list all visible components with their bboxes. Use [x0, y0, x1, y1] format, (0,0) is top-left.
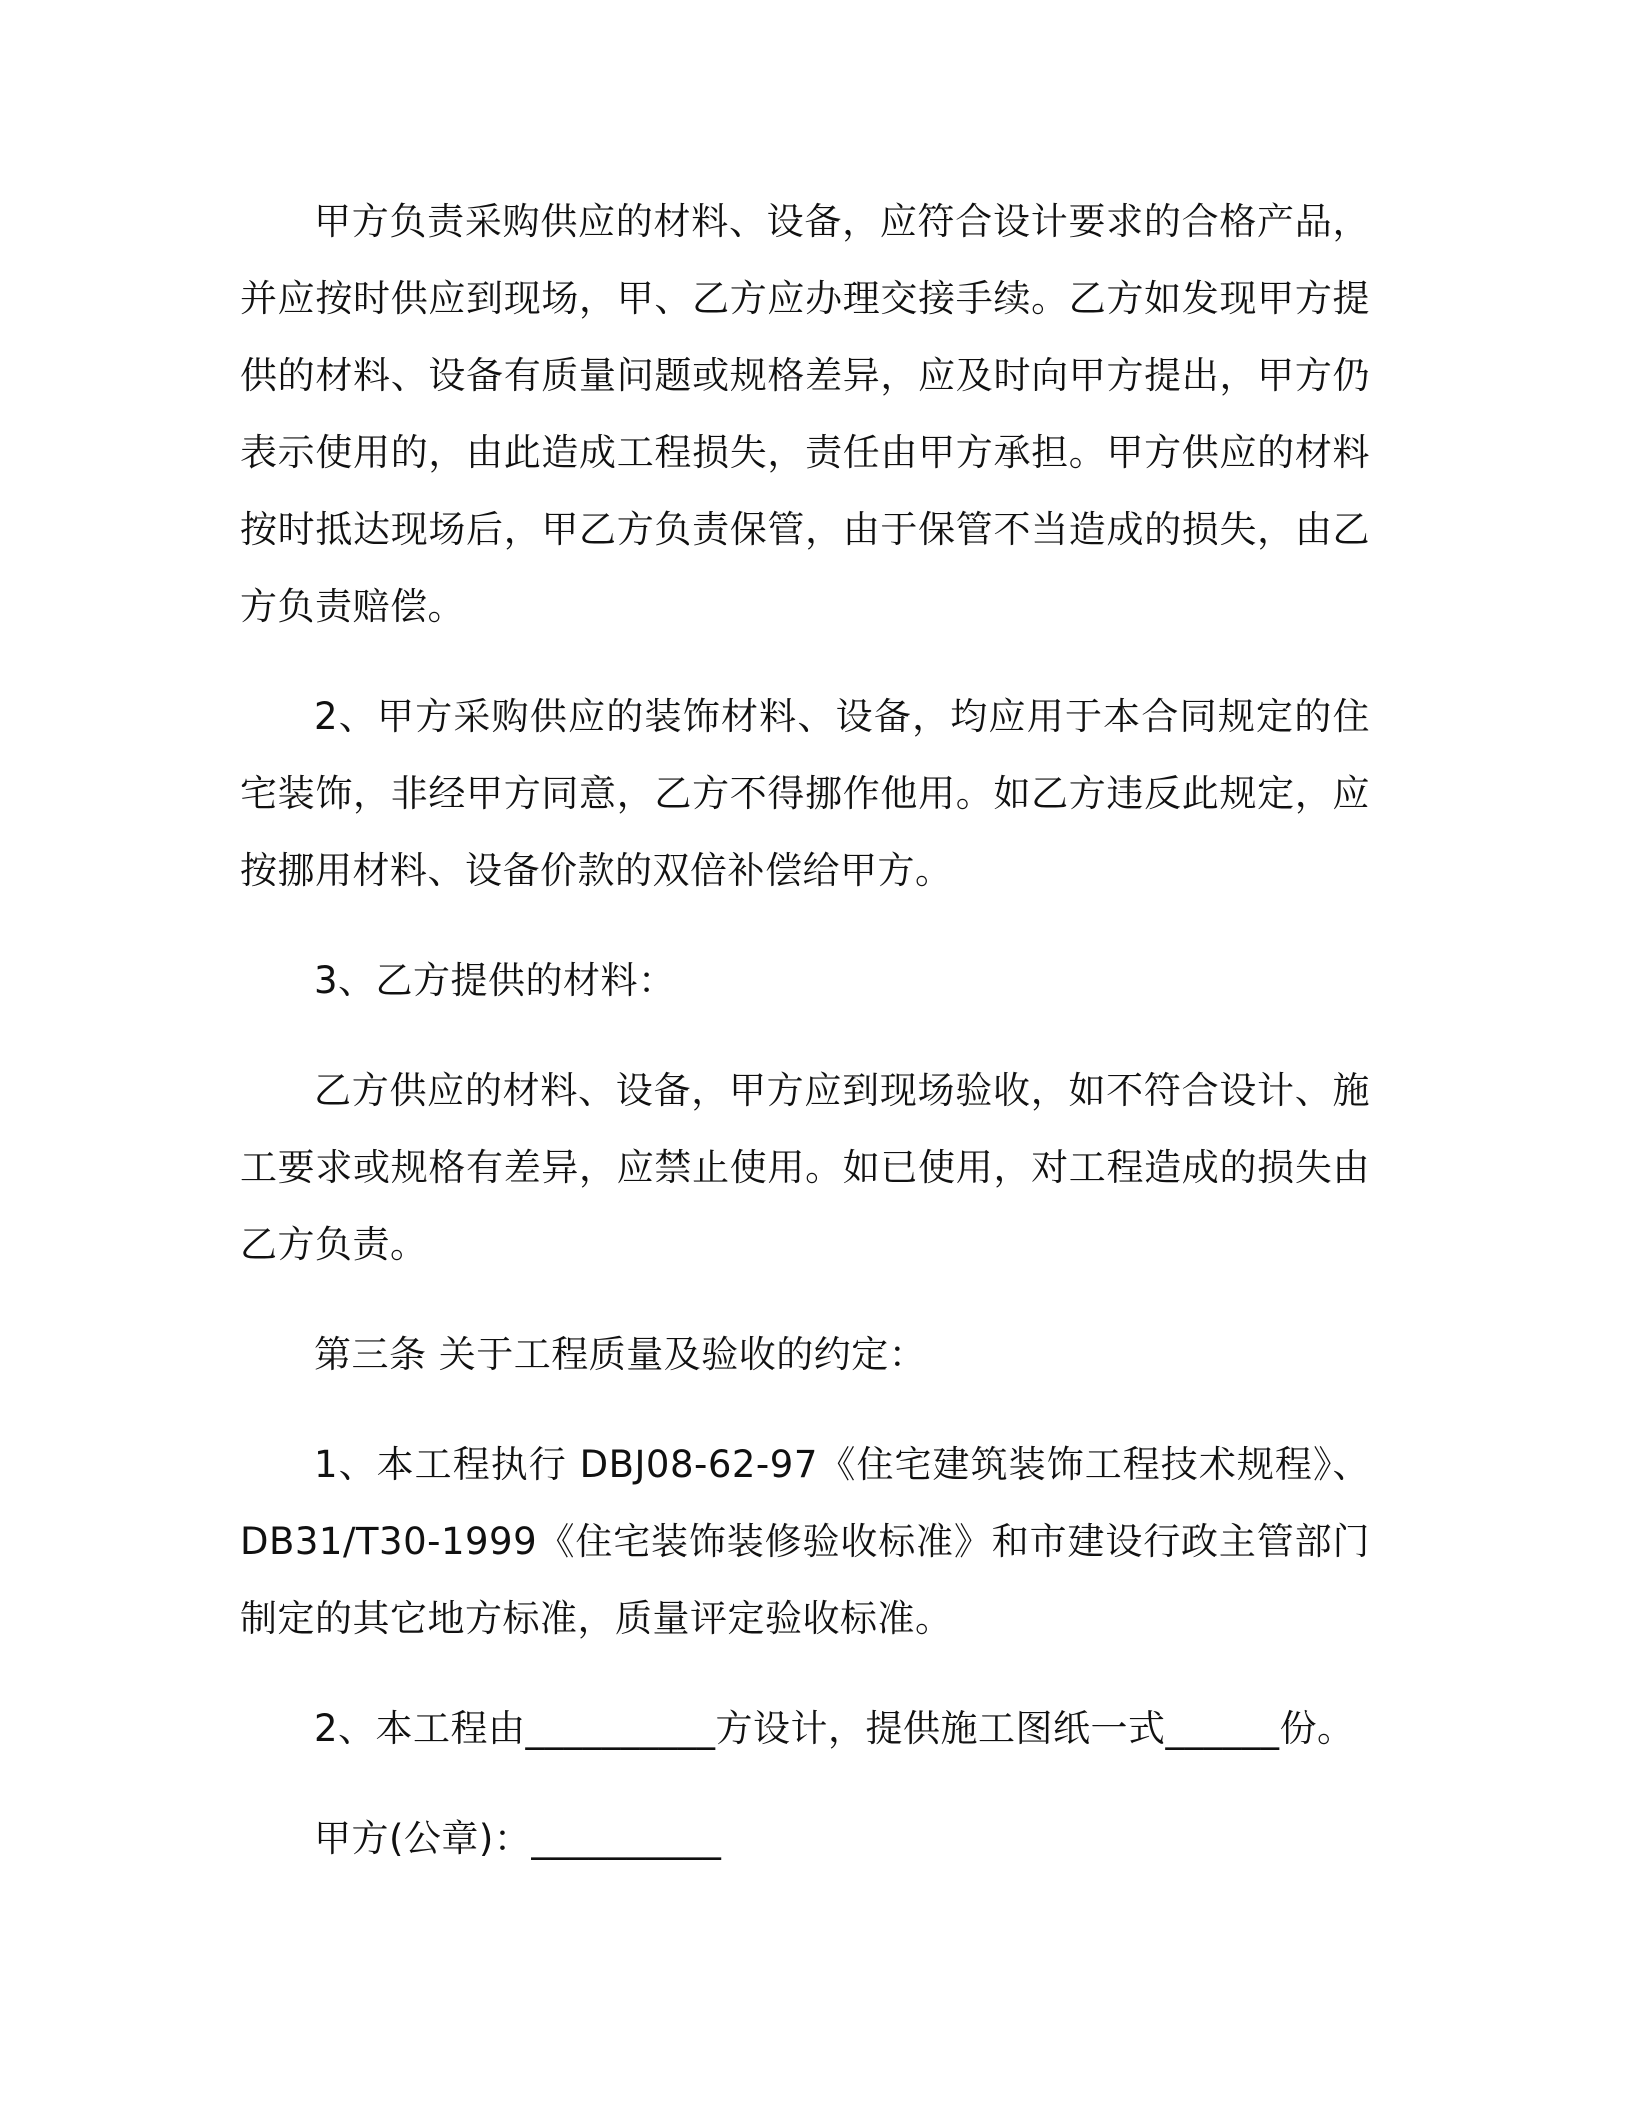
document-body	[240, 183, 1370, 1877]
paragraph-spacer	[240, 909, 1370, 942]
paragraph-material-supply-party-a: 甲方负责采购供应的材料、设备，应符合设计要求的合格产品，并应按时供应到现场，甲、乙方应办理交接手续。乙方如发现甲方提供的材料、设备有质量问题或规格差异，应及时向甲方提出，甲方仍表示使用的，由此造成工程损失，责任由甲方承担。甲方供应的材料按时抵达现场后，甲乙方负责保管，由于保管不当造成的损失，由乙方负责赔偿。	[240, 200, 1370, 628]
party-a-seal-line: 甲方(公章)：__________	[314, 1817, 722, 1860]
paragraph-clause-2: 2、甲方采购供应的装饰材料、设备，均应用于本合同规定的住宅装饰，非经甲方同意，乙方不得挪作他用。如乙方违反此规定，应按挪用材料、设备价款的双倍补偿给甲方。	[240, 695, 1370, 892]
paragraph-design-drawings: 2、本工程由__________方设计，提供施工图纸一式______份。	[314, 1707, 1355, 1750]
paragraph-spacer	[240, 1767, 1370, 1800]
paragraph-clause-3-heading: 3、乙方提供的材料：	[314, 959, 676, 1002]
paragraph-standards: 1、本工程执行 DBJ08-62-97《住宅建筑装饰工程技术规程》、DB31/T30-1999《住宅装饰装修验收标准》和市建设行政主管部门制定的其它地方标准，质量评定验收标准。	[240, 1443, 1370, 1640]
paragraph-material-supply-party-b: 乙方供应的材料、设备，甲方应到现场验收，如不符合设计、施工要求或规格有差异，应禁止使用。如已使用，对工程造成的损失由乙方负责。	[240, 1069, 1370, 1266]
paragraph-spacer	[240, 1657, 1370, 1690]
article-3-heading: 第三条 关于工程质量及验收的约定：	[314, 1333, 927, 1376]
paragraph-spacer	[240, 1393, 1370, 1426]
paragraph-spacer	[240, 645, 1370, 678]
paragraph-spacer	[240, 1283, 1370, 1316]
paragraph-spacer	[240, 1019, 1370, 1052]
